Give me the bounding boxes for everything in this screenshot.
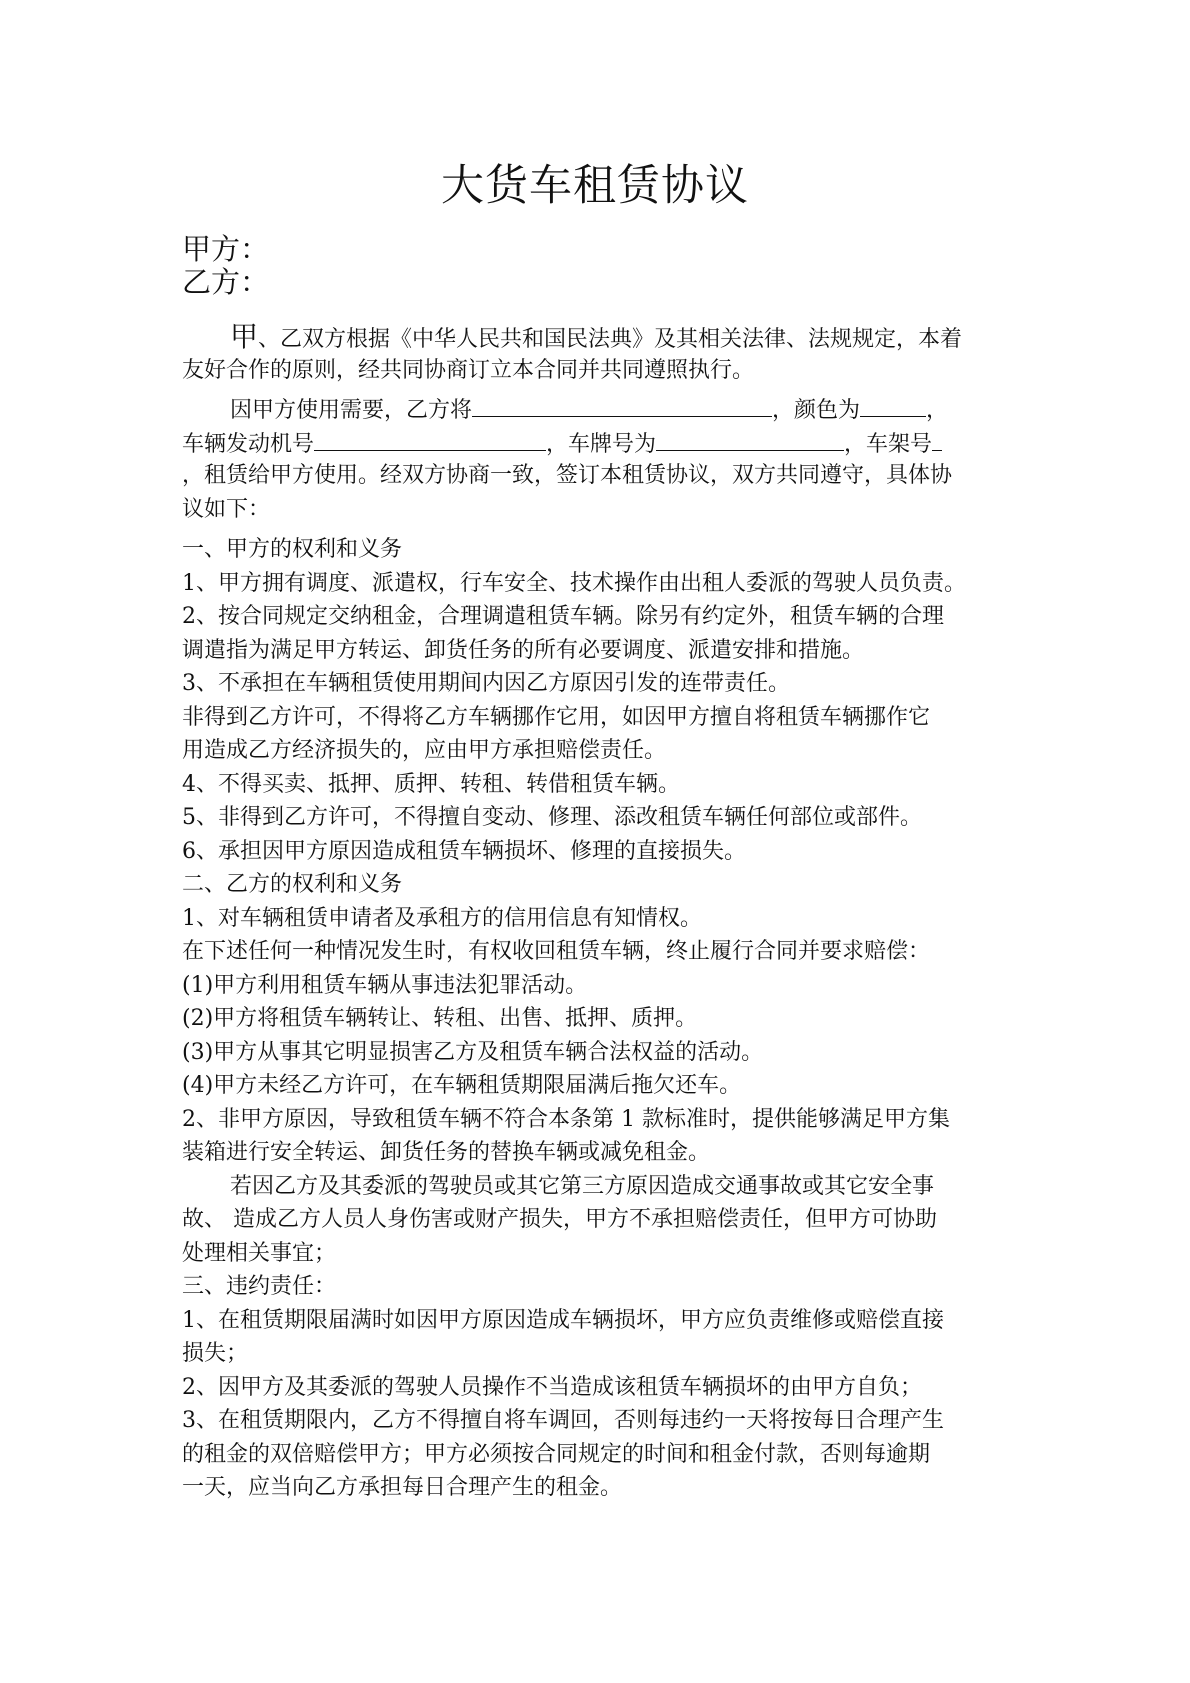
intro-line-2: 友好合作的原则，经共同协商订立本合同并共同遵照执行。 <box>182 357 755 383</box>
clause-line: 6、承担因甲方原因造成租赁车辆损坏、修理的直接损失。 <box>182 838 746 864</box>
intro-line-1-text: 、乙双方根据《中华人民共和国民法典》及其相关法律、法规规定，本着 <box>258 327 963 352</box>
section-heading-party-b: 二、乙方的权利和义务 <box>182 872 403 897</box>
intro-first-char: 甲 <box>230 320 259 353</box>
clauses-body <box>182 533 1012 1505</box>
clause-line: 3、不承担在车辆租赁使用期间内因乙方原因引发的连带责任。 <box>182 671 790 696</box>
vehicle-line-1-prefix: 因甲方使用需要，乙方将 <box>230 398 473 423</box>
section-heading-party-a: 一、甲方的权利和义务 <box>182 537 403 562</box>
clause-subitem: (1)甲方利用租赁车辆从事违法犯罪活动。 <box>182 972 588 998</box>
clause-line: 5、非得到乙方许可，不得擅自变动、修理、添改租赁车辆任何部位或部件。 <box>182 805 922 830</box>
vehicle-line-1-end: ， <box>926 398 949 423</box>
clause-line: 1、甲方拥有调度、派遣权，行车安全、技术操作由出租人委派的驾驶人员负责。 <box>182 570 966 596</box>
frame-number-blank[interactable] <box>932 426 942 451</box>
plate-number-blank[interactable] <box>656 426 844 451</box>
clause-line: 处理相关事宜； <box>182 1240 337 1266</box>
clause-line: 损失； <box>182 1341 249 1366</box>
clause-line: 的租金的双倍赔偿甲方；甲方必须按合同规定的时间和租金付款，否则每逾期 <box>182 1441 931 1467</box>
section-heading-breach: 三、违约责任： <box>182 1274 337 1299</box>
clause-line: 4、不得买卖、抵押、质押、转租、转借租赁车辆。 <box>182 771 680 797</box>
clause-line: 1、在租赁期限届满时如因甲方原因造成车辆损坏，甲方应负责维修或赔偿直接 <box>182 1307 944 1333</box>
engine-number-blank[interactable] <box>314 426 546 451</box>
plate-number-label: ，车牌号为 <box>546 431 657 457</box>
party-a-label: 甲方： <box>182 232 270 266</box>
clause-line: 用造成乙方经济损失的，应由甲方承担赔偿责任。 <box>182 738 667 763</box>
party-b-label: 乙方： <box>182 265 270 299</box>
vehicle-paragraph <box>182 392 1012 526</box>
clause-line: 非得到乙方许可，不得将乙方车辆挪作它用，如因甲方擅自将租赁车辆挪作它 <box>182 704 931 730</box>
clause-subitem: (4)甲方未经乙方许可，在车辆租赁期限届满后拖欠还车。 <box>182 1073 742 1098</box>
clause-line: 3、在租赁期限内，乙方不得擅自将车调回，否则每违约一天将按每日合理产生 <box>182 1408 944 1433</box>
intro-line-1 <box>182 320 1012 354</box>
vehicle-model-blank[interactable] <box>472 392 772 417</box>
clause-line: 一天，应当向乙方承担每日合理产生的租金。 <box>182 1475 623 1500</box>
clause-subitem: (2)甲方将租赁车辆转让、转租、出售、抵押、质押。 <box>182 1006 698 1031</box>
vehicle-color-label: ，颜色为 <box>772 398 861 423</box>
vehicle-line-4: 议如下： <box>182 496 271 522</box>
clause-line: 调遣指为满足甲方转运、卸货任务的所有必要调度、派遣安排和措施。 <box>182 637 865 663</box>
vehicle-color-blank[interactable] <box>860 392 926 417</box>
clause-line: 故、 造成乙方人员人身伤害或财产损失，甲方不承担赔偿责任，但甲方可协助 <box>182 1207 937 1232</box>
clause-line: 1、对车辆租赁申请者及承租方的信用信息有知情权。 <box>182 905 702 931</box>
clause-line: 2、按合同规定交纳租金，合理调遣租赁车辆。除另有约定外，租赁车辆的合理 <box>182 604 944 629</box>
frame-number-label: ，车架号 <box>844 431 933 457</box>
intro-paragraph <box>182 320 1012 387</box>
clause-line: 在下述任何一种情况发生时，有权收回租赁车辆，终止履行合同并要求赔偿： <box>182 939 931 964</box>
clause-line: 若因乙方及其委派的驾驶员或其它第三方原因造成交通事故或其它安全事 <box>230 1173 935 1199</box>
clause-line: 装箱进行安全转运、卸货任务的替换车辆或减免租金。 <box>182 1140 711 1165</box>
clause-subitem: (3)甲方从事其它明显损害乙方及租赁车辆合法权益的活动。 <box>182 1039 764 1065</box>
engine-number-label: 车辆发动机号 <box>182 431 315 457</box>
vehicle-line-2 <box>182 426 1012 460</box>
vehicle-line-1 <box>182 392 1012 426</box>
clause-line: 2、因甲方及其委派的驾驶人员操作不当造成该租赁车辆损坏的由甲方自负； <box>182 1374 922 1400</box>
document-title: 大货车租赁协议 <box>441 161 749 211</box>
vehicle-line-3: ，租赁给甲方使用。经双方协商一致，签订本租赁协议，双方共同遵守，具体协 <box>182 463 953 488</box>
clause-line: 2、非甲方原因，导致租赁车辆不符合本条第 1 款标准时，提供能够满足甲方集 <box>182 1106 950 1132</box>
